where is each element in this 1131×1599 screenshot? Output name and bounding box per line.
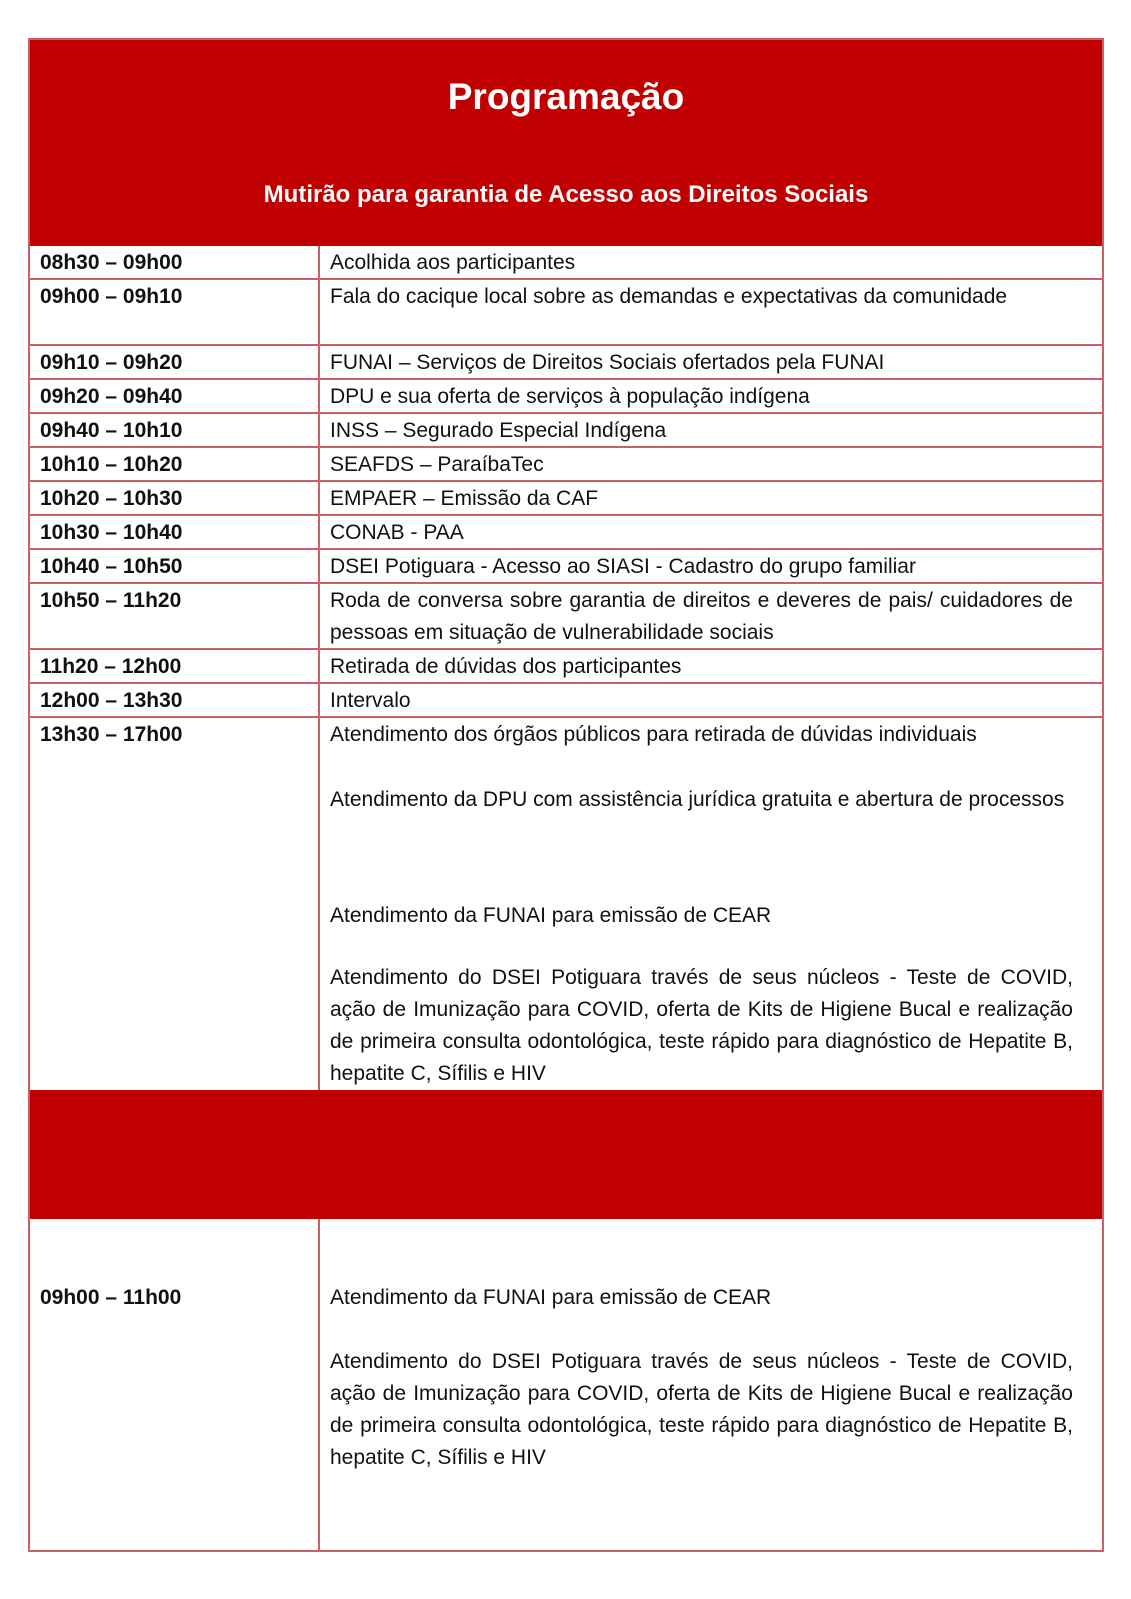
time-slot: 09h10 – 09h20 bbox=[40, 351, 183, 374]
activity: Retirada de dúvidas dos participantes bbox=[330, 655, 682, 678]
table-row bbox=[30, 246, 1102, 280]
time-slot: 10h40 – 10h50 bbox=[40, 555, 183, 578]
table-row bbox=[30, 346, 1102, 380]
activity-item: Atendimento dos órgãos públicos para retirada de dúvidas individuais bbox=[330, 723, 977, 746]
table-row bbox=[30, 516, 1102, 550]
page-title: Programação bbox=[447, 76, 685, 117]
activity: Intervalo bbox=[330, 689, 411, 712]
activity-item: Atendimento do DSEI Potiguara través de seus núcleos - Teste de COVID, ação de Imunização para COVID, oferta de Kits de Higiene Bucal e realização de primeira consulta odontológica, teste rápido para diagnóstico de Hepatite B, hepatite C, Sífilis e HIV bbox=[330, 966, 1073, 1085]
time-slot: 10h20 – 10h30 bbox=[40, 487, 183, 510]
time-slot: 10h30 – 10h40 bbox=[40, 521, 183, 544]
activity: Acolhida aos participantes bbox=[330, 251, 576, 274]
section-band bbox=[30, 1090, 1102, 1219]
table-row bbox=[30, 280, 1102, 346]
activity: SEAFDS – ParaíbaTec bbox=[330, 453, 544, 476]
time-slot: 13h30 – 17h00 bbox=[40, 723, 183, 746]
time-slot: 09h00 – 09h10 bbox=[40, 285, 183, 308]
page-subtitle: Mutirão para garantia de Acesso aos Direitos Sociais bbox=[263, 181, 869, 208]
table-row bbox=[30, 380, 1102, 414]
time-slot: 12h00 – 13h30 bbox=[40, 689, 183, 712]
table-row bbox=[30, 1219, 1102, 1552]
activity: Roda de conversa sobre garantia de direitos e deveres de pais/ cuidadores de pessoas em situação de vulnerabilidade sociais bbox=[330, 589, 1073, 644]
activity-item: Atendimento da FUNAI para emissão de CEAR bbox=[330, 1286, 772, 1309]
activity: DSEI Potiguara - Acesso ao SIASI - Cadastro do grupo familiar bbox=[330, 555, 916, 578]
time-slot: 10h50 – 11h20 bbox=[40, 589, 182, 612]
activity: FUNAI – Serviços de Direitos Sociais ofertados pela FUNAI bbox=[330, 351, 885, 374]
table-row bbox=[30, 448, 1102, 482]
activity: DPU e sua oferta de serviços à população indígena bbox=[330, 385, 810, 408]
activity-item: Atendimento do DSEI Potiguara través de seus núcleos - Teste de COVID, ação de Imunização para COVID, oferta de Kits de Higiene Bucal e realização de primeira consulta odontológica, teste rápido para diagnóstico de Hepatite B, hepatite C, Sífilis e HIV bbox=[330, 1350, 1073, 1469]
time-slot: 10h10 – 10h20 bbox=[40, 453, 183, 476]
table-row bbox=[30, 584, 1102, 650]
time-slot: 09h20 – 09h40 bbox=[40, 385, 183, 408]
schedule-document bbox=[28, 38, 1104, 1552]
activity: EMPAER – Emissão da CAF bbox=[330, 487, 599, 510]
header-band bbox=[30, 40, 1102, 246]
time-slot: 08h30 – 09h00 bbox=[40, 251, 183, 274]
activity: INSS – Segurado Especial Indígena bbox=[330, 419, 667, 442]
activity-item: Atendimento da DPU com assistência jurídica gratuita e abertura de processos bbox=[330, 788, 1065, 811]
table-row bbox=[30, 650, 1102, 684]
time-slot: 11h20 – 12h00 bbox=[40, 655, 182, 678]
time-slot: 09h00 – 11h00 bbox=[40, 1286, 182, 1309]
activity: CONAB - PAA bbox=[330, 521, 464, 544]
table-row bbox=[30, 684, 1102, 718]
table-row bbox=[30, 414, 1102, 448]
time-slot: 09h40 – 10h10 bbox=[40, 419, 183, 442]
table-row bbox=[30, 482, 1102, 516]
table-row bbox=[30, 550, 1102, 584]
activity: Fala do cacique local sobre as demandas e expectativas da comunidade bbox=[330, 285, 1008, 308]
table-row bbox=[30, 718, 1102, 1090]
activity-item: Atendimento da FUNAI para emissão de CEAR bbox=[330, 904, 772, 927]
